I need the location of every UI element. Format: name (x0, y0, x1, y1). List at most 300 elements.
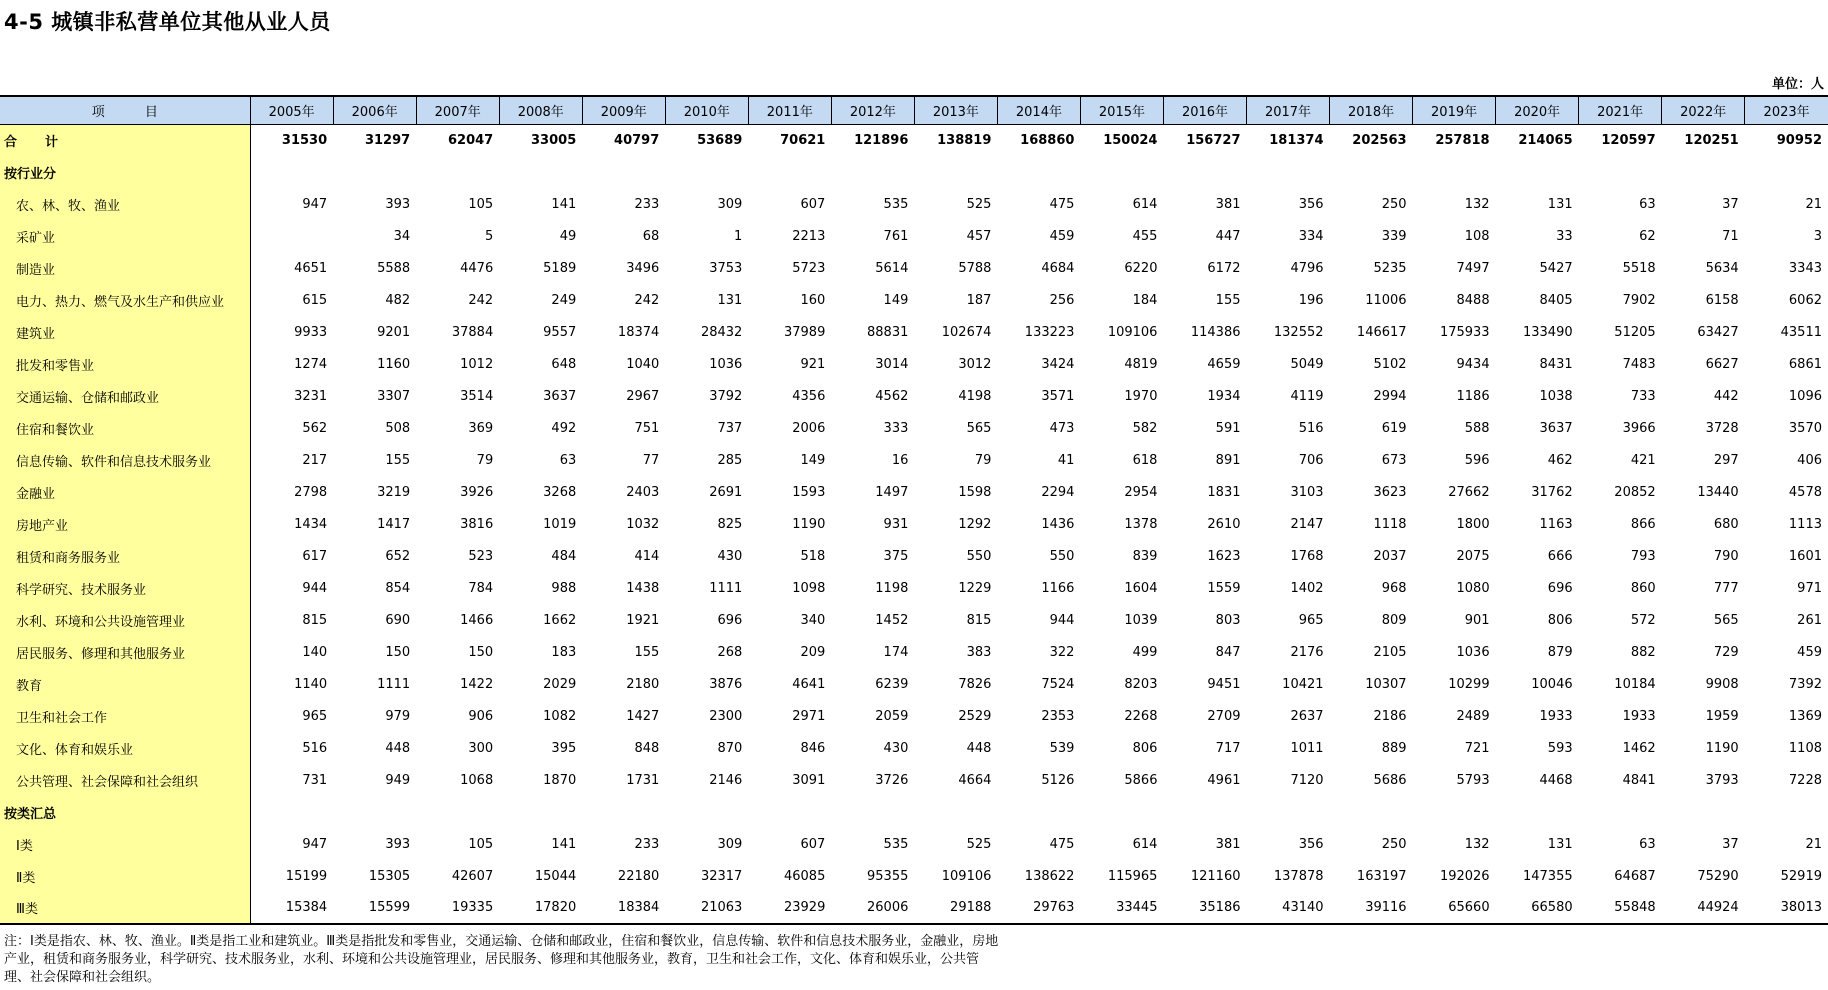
value-cell: 31762 (1531, 484, 1573, 500)
table-row (0, 540, 1828, 572)
value-cell: 5 (484, 228, 494, 244)
value-cell: 146617 (1356, 324, 1407, 340)
value-cell: 1870 (543, 772, 577, 788)
value-cell: 10421 (1282, 676, 1324, 692)
value-cell: 4476 (460, 260, 494, 276)
value-cell: 109106 (941, 868, 992, 884)
value-cell: 617 (302, 548, 328, 564)
value-cell: 70621 (780, 132, 826, 148)
value-cell: 2146 (709, 772, 743, 788)
value-cell: 525 (966, 196, 992, 212)
value-cell: 108 (1464, 228, 1490, 244)
value-cell: 383 (966, 644, 992, 660)
value-cell: 15044 (534, 868, 577, 884)
value-cell: 242 (468, 292, 494, 308)
value-cell: 155 (385, 452, 411, 468)
value-cell: 901 (1464, 612, 1490, 628)
value-cell: 1662 (543, 612, 577, 628)
value-cell: 395 (551, 740, 577, 756)
value-cell (748, 796, 831, 828)
value-cell: 1921 (626, 612, 660, 628)
value-cell: 42607 (451, 868, 494, 884)
value-cell: 535 (883, 836, 909, 852)
value-cell: 2967 (626, 388, 660, 404)
value-cell: 168860 (1020, 132, 1075, 148)
value-cell: 1497 (875, 484, 909, 500)
value-cell: 2637 (1290, 708, 1324, 724)
value-cell: 5518 (1622, 260, 1656, 276)
value-cell: 1080 (1456, 580, 1490, 596)
row-label: 按行业分 (0, 156, 250, 188)
value-cell: 249 (551, 292, 577, 308)
value-cell: 381 (1215, 836, 1241, 852)
row-label: 公共管理、社会保障和社会组织 (0, 764, 250, 796)
value-cell (1413, 156, 1496, 188)
value-cell: 150 (468, 644, 494, 660)
value-cell: 192026 (1439, 868, 1490, 884)
value-cell (333, 156, 416, 188)
value-cell: 3014 (875, 356, 909, 372)
footnote: 注：Ⅰ类是指农、林、牧、渔业。Ⅱ类是指工业和建筑业。Ⅲ类是指批发和零售业，交通运输、仓储和邮政业，住宿和餐饮业，信息传输、软件和信息技术服务业，金融业，房地产业，租赁和商务服务业，科学研究、技术服务业，水利、环境和公共设施管理业，居民服务、修理和其他服务业，教育，卫生和社会工作，文化、体育和娱乐业，公共管理、社会保障和社会组织。 (4, 934, 999, 985)
value-cell: 3728 (1705, 420, 1739, 436)
value-cell: 2147 (1290, 516, 1324, 532)
value-cell: 1369 (1788, 708, 1822, 724)
value-cell: 15305 (368, 868, 411, 884)
value-cell: 2994 (1373, 388, 1407, 404)
value-cell: 717 (1215, 740, 1241, 756)
value-cell: 5793 (1456, 772, 1490, 788)
value-cell (1662, 156, 1745, 188)
value-cell: 652 (385, 548, 411, 564)
value-cell: 39116 (1330, 892, 1413, 924)
value-cell: 26006 (831, 892, 914, 924)
value-cell: 160 (800, 292, 826, 308)
value-cell: 430 (717, 548, 743, 564)
value-cell: 2300 (709, 708, 743, 724)
value-cell: 459 (1797, 644, 1822, 660)
year-header-cell: 2008年 (499, 96, 582, 124)
value-cell: 1933 (1622, 708, 1656, 724)
row-label: 采矿业 (0, 220, 250, 252)
value-cell: 174 (883, 644, 909, 660)
page-title: 4-5 城镇非私营单位其他从业人员 (4, 10, 331, 34)
value-cell: 4119 (1290, 388, 1324, 404)
year-header-cell: 2005年 (250, 96, 333, 124)
value-cell: 1417 (377, 516, 411, 532)
value-cell: 5614 (875, 260, 909, 276)
value-cell: 66580 (1496, 892, 1579, 924)
value-cell (665, 796, 748, 828)
value-cell: 1934 (1207, 388, 1241, 404)
value-cell: 947 (302, 836, 328, 852)
value-cell: 3816 (460, 516, 494, 532)
value-cell: 114386 (1190, 324, 1241, 340)
value-cell: 16 (891, 452, 909, 468)
value-cell: 4562 (875, 388, 909, 404)
value-cell: 63427 (1697, 324, 1739, 340)
value-cell: 2294 (1041, 484, 1075, 500)
value-cell: 63 (559, 452, 577, 468)
value-cell: 4651 (294, 260, 328, 276)
value-cell: 882 (1630, 644, 1656, 660)
table-row (0, 764, 1828, 796)
value-cell: 475 (1049, 196, 1075, 212)
value-cell: 1959 (1705, 708, 1739, 724)
value-cell: 88831 (867, 324, 909, 340)
value-cell: 5126 (1041, 772, 1075, 788)
year-header-cell: 2010年 (665, 96, 748, 124)
value-cell: 4578 (1788, 484, 1822, 500)
value-cell: 2213 (792, 228, 826, 244)
value-cell: 21 (1805, 196, 1822, 212)
value-cell: 3343 (1788, 260, 1822, 276)
value-cell: 1436 (1041, 516, 1075, 532)
value-cell: 1108 (1788, 740, 1822, 756)
value-cell: 2105 (1373, 644, 1407, 660)
table-row (0, 316, 1828, 348)
value-cell: 591 (1215, 420, 1241, 436)
value-cell: 32317 (700, 868, 743, 884)
row-label: 批发和零售业 (0, 348, 250, 380)
value-cell: 673 (1381, 452, 1407, 468)
value-cell (1496, 156, 1579, 188)
value-cell: 648 (551, 356, 577, 372)
year-header-cell: 2012年 (831, 96, 914, 124)
value-cell: 406 (1797, 452, 1822, 468)
table-row (0, 508, 1828, 540)
value-cell: 2798 (294, 484, 328, 500)
value-cell: 593 (1547, 740, 1573, 756)
value-cell: 5723 (792, 260, 826, 276)
value-cell (416, 156, 499, 188)
row-label: 金融业 (0, 476, 250, 508)
year-header-cell: 2020年 (1496, 96, 1579, 124)
row-label: 制造业 (0, 252, 250, 284)
value-cell: 7902 (1622, 292, 1656, 308)
value-cell: 2954 (1124, 484, 1158, 500)
value-cell: 860 (1630, 580, 1656, 596)
value-cell: 131 (1547, 196, 1573, 212)
value-cell: 806 (1547, 612, 1573, 628)
value-cell: 339 (1381, 228, 1407, 244)
value-cell (582, 156, 665, 188)
value-cell: 3514 (460, 388, 494, 404)
value-cell: 4841 (1622, 772, 1656, 788)
value-cell: 508 (385, 420, 411, 436)
table-body (0, 124, 1828, 924)
value-cell: 815 (966, 612, 992, 628)
value-cell (1496, 796, 1579, 828)
value-cell: 806 (1132, 740, 1158, 756)
value-cell: 121160 (1190, 868, 1241, 884)
value-cell: 133223 (1024, 324, 1075, 340)
value-cell: 43140 (1247, 892, 1330, 924)
value-cell: 27662 (1448, 484, 1490, 500)
table-row (0, 636, 1828, 668)
value-cell: 619 (1381, 420, 1407, 436)
value-cell: 68 (642, 228, 660, 244)
value-cell: 3792 (709, 388, 743, 404)
value-cell: 790 (1713, 548, 1739, 564)
value-cell: 448 (966, 740, 992, 756)
value-cell (1745, 156, 1828, 188)
value-cell: 1096 (1788, 388, 1822, 404)
value-cell: 181374 (1269, 132, 1324, 148)
value-cell: 1731 (626, 772, 660, 788)
value-cell: 393 (385, 196, 411, 212)
table-row (0, 348, 1828, 380)
value-cell: 3268 (543, 484, 577, 500)
value-cell: 846 (800, 740, 826, 756)
value-cell: 300 (468, 740, 494, 756)
value-cell: 442 (1713, 388, 1739, 404)
value-cell: 217 (302, 452, 328, 468)
value-cell: 3307 (377, 388, 411, 404)
value-cell (499, 156, 582, 188)
value-cell: 13440 (1697, 484, 1739, 500)
value-cell (333, 796, 416, 828)
value-cell: 6158 (1705, 292, 1739, 308)
value-cell: 53689 (697, 132, 743, 148)
value-cell (914, 156, 997, 188)
value-cell: 369 (468, 420, 494, 436)
value-cell: 5049 (1290, 356, 1324, 372)
value-cell: 250 (1381, 196, 1407, 212)
value-cell: 132552 (1273, 324, 1324, 340)
value-cell: 37884 (451, 324, 494, 340)
value-cell: 4684 (1041, 260, 1075, 276)
value-cell: 430 (883, 740, 909, 756)
value-cell: 133490 (1522, 324, 1573, 340)
table-row (0, 860, 1828, 892)
value-cell: 18384 (582, 892, 665, 924)
value-cell: 733 (1630, 388, 1656, 404)
value-cell: 6220 (1124, 260, 1158, 276)
value-cell: 2268 (1124, 708, 1158, 724)
year-header-cell: 2011年 (748, 96, 831, 124)
value-cell (250, 220, 333, 252)
value-cell: 562 (302, 420, 328, 436)
value-cell: 15384 (250, 892, 333, 924)
value-cell: 518 (800, 548, 826, 564)
value-cell: 839 (1132, 548, 1158, 564)
row-label: 居民服务、修理和其他服务业 (0, 636, 250, 668)
value-cell: 1190 (792, 516, 826, 532)
value-cell: 1163 (1539, 516, 1573, 532)
value-cell: 751 (634, 420, 660, 436)
year-header-cell: 2019年 (1413, 96, 1496, 124)
value-cell: 250 (1381, 836, 1407, 852)
value-cell: 475 (1049, 836, 1075, 852)
value-cell: 5102 (1373, 356, 1407, 372)
value-cell: 607 (800, 836, 826, 852)
row-label: Ⅱ类 (0, 860, 250, 892)
value-cell: 268 (717, 644, 743, 660)
value-cell: 847 (1215, 644, 1241, 660)
value-cell: 879 (1547, 644, 1573, 660)
value-cell (1163, 156, 1246, 188)
section-row (0, 796, 1828, 828)
value-cell: 2709 (1207, 708, 1241, 724)
value-cell: 79 (476, 452, 494, 468)
value-cell: 680 (1713, 516, 1739, 532)
value-cell: 596 (1464, 452, 1490, 468)
value-cell: 1160 (377, 356, 411, 372)
value-cell: 7483 (1622, 356, 1656, 372)
value-cell (1579, 796, 1662, 828)
value-cell: 209 (800, 644, 826, 660)
value-cell: 1229 (958, 580, 992, 596)
value-cell: 3103 (1290, 484, 1324, 500)
value-cell: 90952 (1776, 132, 1822, 148)
value-cell: 62 (1639, 228, 1656, 244)
value-cell: 55848 (1579, 892, 1662, 924)
value-cell: 381 (1215, 196, 1241, 212)
value-cell: 10184 (1614, 676, 1656, 692)
value-cell: 21063 (665, 892, 748, 924)
value-cell: 138819 (937, 132, 992, 148)
value-cell: 3926 (460, 484, 494, 500)
value-cell: 141 (551, 196, 577, 212)
value-cell: 3876 (709, 676, 743, 692)
table-row (0, 476, 1828, 508)
value-cell (250, 796, 333, 828)
value-cell: 51205 (1614, 324, 1656, 340)
value-cell (831, 156, 914, 188)
value-cell: 4468 (1539, 772, 1573, 788)
value-cell: 196 (1298, 292, 1324, 308)
row-label: 卫生和社会工作 (0, 700, 250, 732)
row-label: 科学研究、技术服务业 (0, 572, 250, 604)
value-cell: 523 (468, 548, 494, 564)
value-cell: 7826 (958, 676, 992, 692)
table-row (0, 412, 1828, 444)
value-cell: 132 (1464, 836, 1490, 852)
value-cell: 4641 (792, 676, 826, 692)
value-cell: 4664 (958, 772, 992, 788)
year-header-cell: 2021年 (1579, 96, 1662, 124)
value-cell: 187 (966, 292, 992, 308)
value-cell: 102674 (941, 324, 992, 340)
value-cell: 37 (1722, 836, 1739, 852)
value-cell: 889 (1381, 740, 1407, 756)
value-cell: 29763 (997, 892, 1080, 924)
value-cell: 40797 (614, 132, 660, 148)
value-cell: 1623 (1207, 548, 1241, 564)
value-cell: 5235 (1373, 260, 1407, 276)
value-cell: 35186 (1163, 892, 1246, 924)
value-cell: 1039 (1124, 612, 1158, 628)
value-cell: 666 (1547, 548, 1573, 564)
value-cell: 1427 (626, 708, 660, 724)
year-header-cell: 2017年 (1247, 96, 1330, 124)
value-cell: 29188 (914, 892, 997, 924)
row-label: Ⅲ类 (0, 892, 250, 924)
value-cell: 19335 (416, 892, 499, 924)
value-cell: 109106 (1107, 324, 1158, 340)
value-cell: 309 (717, 196, 743, 212)
value-cell: 968 (1381, 580, 1407, 596)
value-cell: 3726 (875, 772, 909, 788)
value-cell: 71 (1722, 228, 1739, 244)
value-cell: 233 (634, 836, 660, 852)
value-cell: 105 (468, 836, 494, 852)
value-cell: 614 (1132, 196, 1158, 212)
value-cell: 1186 (1456, 388, 1490, 404)
unit-label: 单位：人 (1771, 77, 1824, 92)
value-cell: 473 (1049, 420, 1075, 436)
value-cell: 149 (800, 452, 826, 468)
value-cell: 5866 (1124, 772, 1158, 788)
value-cell (831, 796, 914, 828)
value-cell: 866 (1630, 516, 1656, 532)
value-cell: 1800 (1456, 516, 1490, 532)
value-cell: 138622 (1024, 868, 1075, 884)
value-cell: 721 (1464, 740, 1490, 756)
table-row (0, 444, 1828, 476)
value-cell (1330, 156, 1413, 188)
value-cell: 1111 (377, 676, 411, 692)
value-cell: 3219 (377, 484, 411, 500)
year-header-cell: 2023年 (1745, 96, 1828, 124)
value-cell: 75290 (1697, 868, 1739, 884)
value-cell: 3424 (1041, 356, 1075, 372)
value-cell: 706 (1298, 452, 1324, 468)
value-cell: 949 (385, 772, 411, 788)
value-cell: 607 (800, 196, 826, 212)
value-cell: 7497 (1456, 260, 1490, 276)
value-cell: 155 (634, 644, 660, 660)
value-cell: 137878 (1273, 868, 1324, 884)
row-label: 农、林、牧、渔业 (0, 188, 250, 220)
value-cell: 1970 (1124, 388, 1158, 404)
value-cell: 1113 (1788, 516, 1822, 532)
value-cell: 539 (1049, 740, 1075, 756)
value-cell: 333 (883, 420, 909, 436)
value-cell: 62047 (447, 132, 494, 148)
value-cell: 447 (1215, 228, 1241, 244)
value-cell: 492 (551, 420, 577, 436)
value-cell: 793 (1630, 548, 1656, 564)
value-cell: 696 (717, 612, 743, 628)
value-cell: 1402 (1290, 580, 1324, 596)
value-cell: 297 (1713, 452, 1739, 468)
value-cell: 582 (1132, 420, 1158, 436)
value-cell: 393 (385, 836, 411, 852)
value-cell: 1038 (1539, 388, 1573, 404)
value-cell: 1 (734, 228, 743, 244)
value-cell: 33005 (531, 132, 577, 148)
value-cell: 5634 (1705, 260, 1739, 276)
table-row (0, 572, 1828, 604)
value-cell (665, 156, 748, 188)
value-cell: 1604 (1124, 580, 1158, 596)
value-cell: 22180 (617, 868, 660, 884)
value-cell: 5427 (1539, 260, 1573, 276)
value-cell: 8488 (1456, 292, 1490, 308)
value-cell: 4198 (958, 388, 992, 404)
value-cell: 4356 (792, 388, 826, 404)
value-cell: 2971 (792, 708, 826, 724)
value-cell: 1601 (1788, 548, 1822, 564)
value-cell: 1032 (626, 516, 660, 532)
value-cell: 944 (1049, 612, 1075, 628)
value-cell: 1040 (626, 356, 660, 372)
year-header-cell: 2013年 (914, 96, 997, 124)
value-cell: 1068 (460, 772, 494, 788)
row-label: 交通运输、仓储和邮政业 (0, 380, 250, 412)
value-cell: 854 (385, 580, 411, 596)
